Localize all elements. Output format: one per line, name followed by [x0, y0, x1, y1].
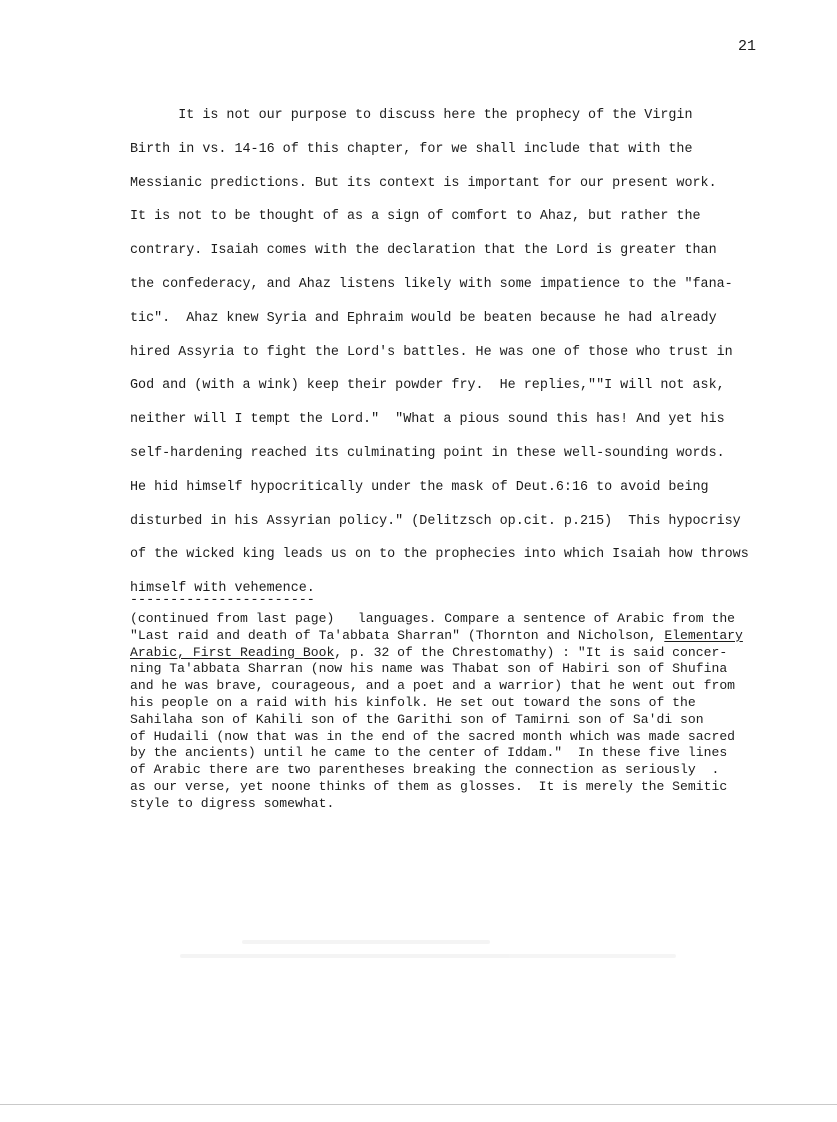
footnote-line: style to digress somewhat.: [130, 795, 335, 811]
footnote-line: as our verse, yet noone thinks of them as glosses. It is merely the Semitic: [130, 778, 728, 794]
footnote-line: ning Ta'abbata Sharran (now his name was Thabat son of Habiri son of Shufina: [130, 661, 728, 677]
footnote-line: of Hudaili (now that was in the end of the sacred month which was made sacred: [130, 728, 736, 744]
footnote: [130, 611, 820, 813]
body-line: Messianic predictions. But its context is important for our present work.: [130, 175, 717, 191]
bleed-through-shadow: [180, 930, 800, 980]
footnote-text: , p. 32 of the Chrestomathy) : "It is said concer-: [334, 644, 728, 660]
footnote-separator: -----------------------: [130, 593, 315, 608]
body-line: disturbed in his Assyrian policy." (Delitzsch op.cit. p.215) This hypocrisy: [130, 513, 741, 529]
body-line: It is not our purpose to discuss here the prophecy of the Virgin: [130, 108, 693, 123]
body-line: the confederacy, and Ahaz listens likely with some impatience to the "fana-: [130, 276, 733, 292]
body-line: Birth in vs. 14-16 of this chapter, for we shall include that with the: [130, 141, 693, 157]
page-number: 21: [738, 38, 757, 55]
footnote-line: and he was brave, courageous, and a poet and a warrior) that he went out from: [130, 678, 736, 694]
footnote-line: by the ancients) until he came to the center of Iddam." In these five lines: [130, 745, 728, 761]
body-line: God and (with a wink) keep their powder fry. He replies,""I will not ask,: [130, 378, 725, 394]
body-line: It is not to be thought of as a sign of comfort to Ahaz, but rather the: [130, 209, 701, 225]
book-title-underlined: Elementary: [664, 627, 743, 643]
body-line: He hid himself hypocritically under the mask of Deut.6:16 to avoid being: [130, 479, 709, 495]
footnote-line: of Arabic there are two parentheses breaking the connection as seriously .: [130, 762, 720, 778]
body-line: self-hardening reached its culminating point in these well-sounding words.: [130, 445, 725, 461]
footnote-text: "Last raid and death of Ta'abbata Sharran" (Thornton and Nicholson,: [130, 627, 665, 643]
footnote-line: Sahilaha son of Kahili son of the Garithi son of Tamirni son of Sa'di son: [130, 711, 704, 727]
body-line: himself with vehemence.: [130, 581, 315, 597]
body-line: contrary. Isaiah comes with the declaration that the Lord is greater than: [130, 243, 717, 259]
body-text: [130, 103, 820, 610]
footnote-line: his people on a raid with his kinfolk. He set out toward the sons of the: [130, 694, 696, 710]
body-line: tic". Ahaz knew Syria and Ephraim would be beaten because he had already: [130, 310, 717, 326]
body-line: neither will I tempt the Lord." "What a pious sound this has! And yet his: [130, 412, 725, 428]
book-title-underlined: Arabic, First Reading Book: [130, 644, 335, 660]
footnote-line: (continued from last page) languages. Compare a sentence of Arabic from the: [130, 611, 736, 626]
footnote-line: [130, 628, 820, 645]
body-line: of the wicked king leads us on to the prophecies into which Isaiah how throws: [130, 547, 749, 563]
body-line: hired Assyria to fight the Lord's battles. He was one of those who trust in: [130, 344, 733, 360]
footnote-line: [130, 645, 820, 662]
page-bottom-edge: [0, 1104, 837, 1105]
